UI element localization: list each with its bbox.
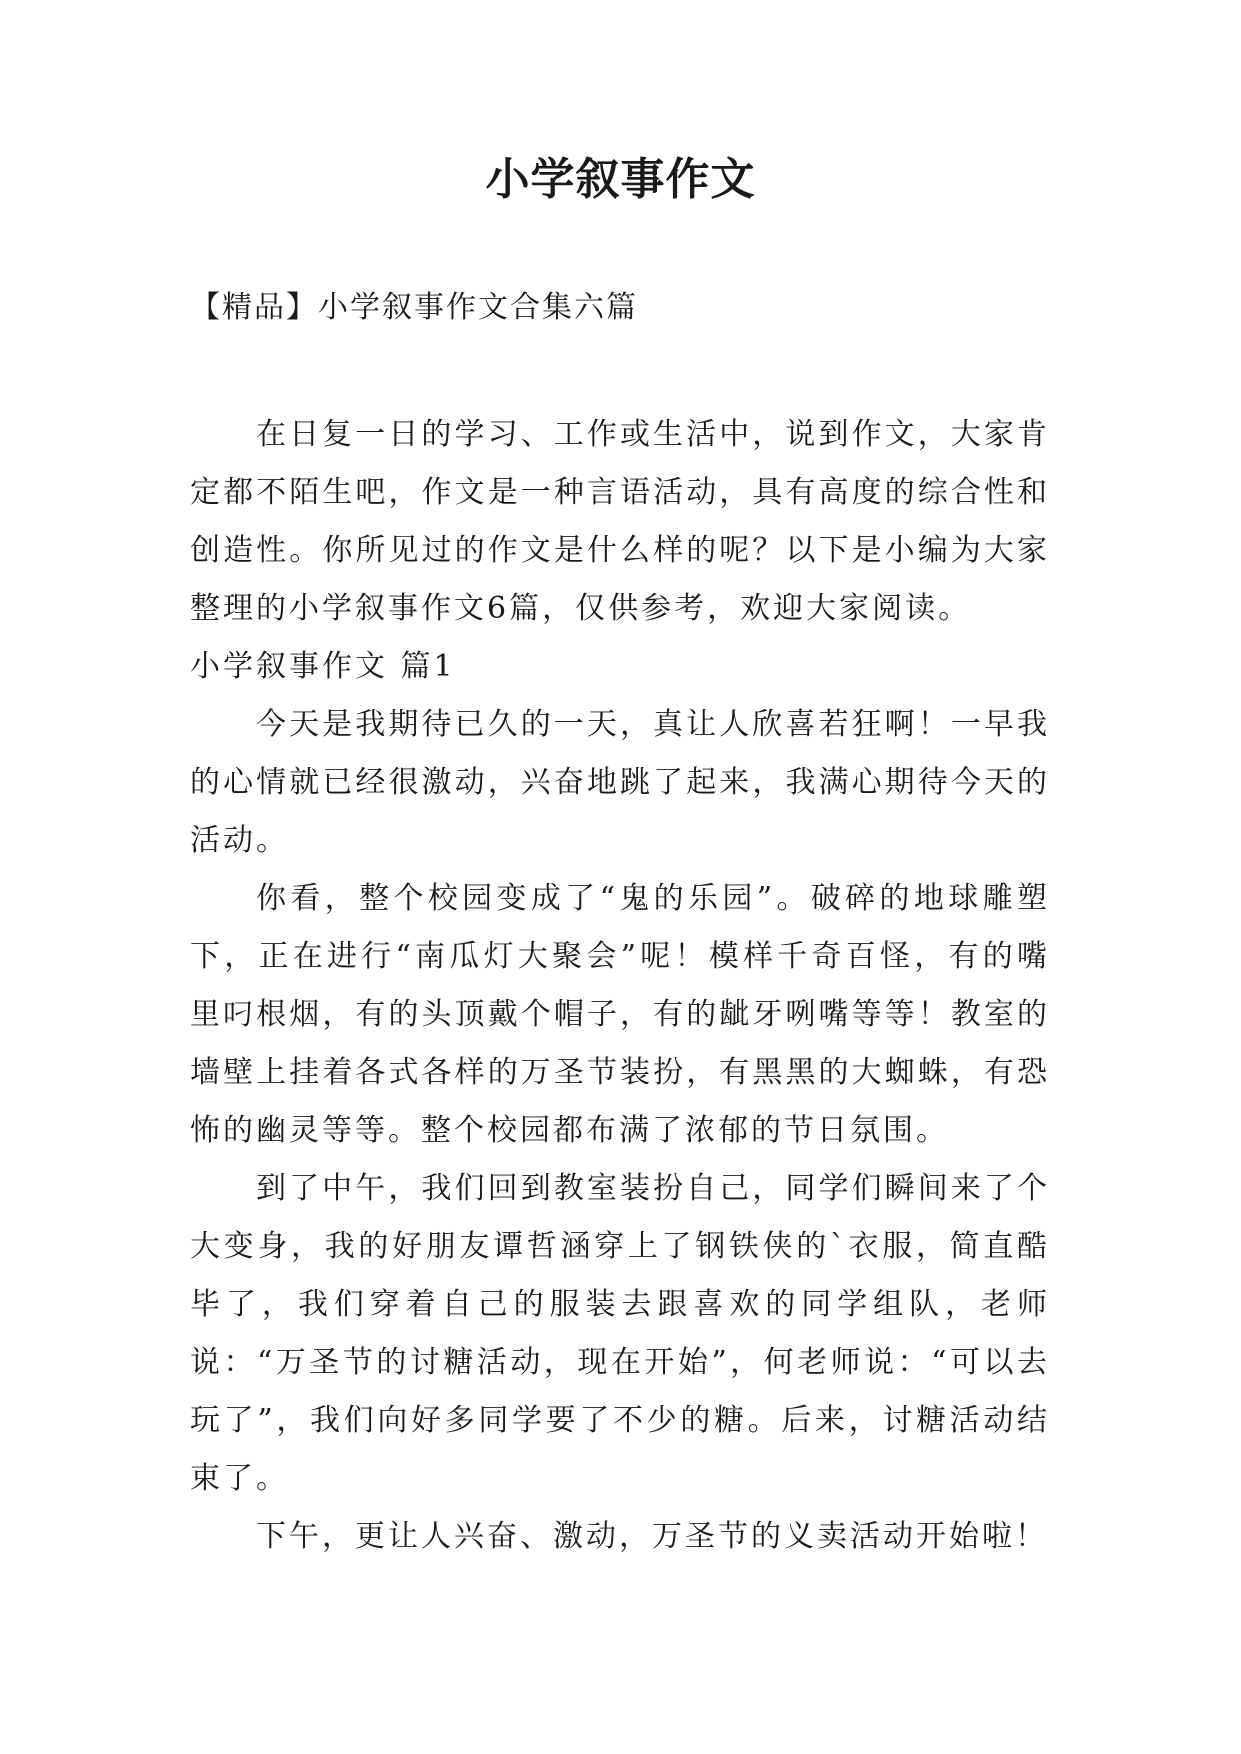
body-paragraph: 今天是我期待已久的一天，真让人欣喜若狂啊！一早我的心情就已经很激动，兴奋地跳了起来，我满心期待今天的活动。 [190, 707, 1050, 858]
body-paragraph: 你看，整个校园变成了“鬼的乐园”。破碎的地球雕塑下，正在进行“南瓜灯大聚会”呢！模样千奇百怪，有的嘴里叼根烟，有的头顶戴个帽子，有的龇牙咧嘴等等！教室的墙壁上挂着各式各样的万圣节装扮，有黑黑的大蜘蛛，有恐怖的幽灵等等。整个校园都布满了浓郁的节日氛围。 [190, 881, 1050, 1148]
document-title: 小学叙事作文 [485, 154, 756, 205]
body-paragraph: 到了中午，我们回到教室装扮自己，同学们瞬间来了个大变身，我的好朋友谭哲涵穿上了钢铁侠的`衣服，简直酷毕了，我们穿着自己的服装去跟喜欢的同学组队，老师说：“万圣节的讨糖活动，现在开始”，何老师说：“可以去玩了”，我们向好多同学要了不少的糖。后来，讨糖活动结束了。 [190, 1171, 1050, 1496]
document-body [190, 406, 1050, 1566]
document-subtitle: 【精品】小学叙事作文合集六篇 [190, 290, 638, 325]
section-heading: 小学叙事作文 篇1 [190, 649, 456, 684]
intro-paragraph: 在日复一日的学习、工作或生活中，说到作文，大家肯定都不陌生吧，作文是一种言语活动，具有高度的综合性和创造性。你所见过的作文是什么样的呢？以下是小编为大家整理的小学叙事作文6篇，仅供参考，欢迎大家阅读。 [190, 417, 1050, 626]
body-paragraph: 下午，更让人兴奋、激动，万圣节的义卖活动开始啦！ [256, 1519, 1048, 1554]
